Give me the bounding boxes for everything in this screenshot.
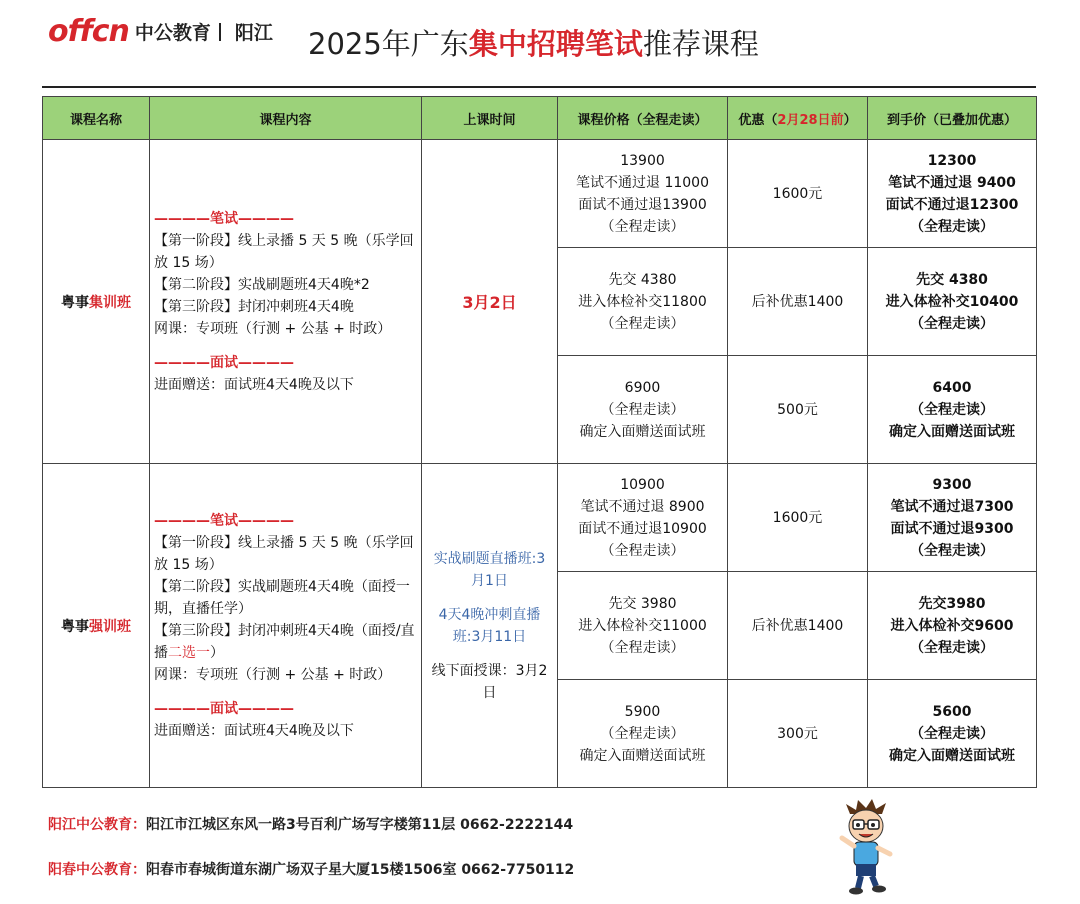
- class-time-offline: 线下面授课：3月2日: [431, 662, 548, 701]
- class-time-cell: [422, 140, 558, 464]
- final-price-line: （全程走读）: [910, 218, 994, 235]
- class-time-live-drill: 实战刷题直播班:3月1日: [433, 550, 546, 589]
- course-name-prefix: 粤事: [61, 294, 89, 311]
- final-price-line: 笔试不通过退 9400: [888, 174, 1016, 191]
- content-line: 网课：专项班（行测 + 公基 + 时政）: [154, 666, 392, 683]
- class-time-live-sprint: 4天4晚冲刺直播班:3月11日: [438, 606, 541, 645]
- footer-text: 阳江市江城区东风一路3号百利广场写字楼第11层 0662-2222144: [146, 817, 574, 833]
- course-name-cell: [43, 140, 150, 464]
- final-price-line: 确定入面赠送面试班: [889, 747, 1015, 764]
- header-course-content: 课程内容: [150, 97, 422, 140]
- price-cell: [558, 248, 728, 356]
- price-line: （全程走读）: [600, 542, 685, 559]
- price-line: 面试不通过退13900: [578, 196, 707, 213]
- content-line-part: ）: [210, 644, 224, 661]
- price-cell: [558, 680, 728, 788]
- final-price-cell: [868, 356, 1037, 464]
- course-table: [42, 96, 1037, 788]
- final-price-cell: [868, 140, 1037, 248]
- final-price-line: 6400: [932, 379, 972, 396]
- content-section-written: ————笔试————: [154, 512, 294, 529]
- final-price-cell: [868, 464, 1037, 572]
- table-row: [43, 464, 1037, 572]
- price-line: 6900: [624, 379, 661, 396]
- table-header-row: [43, 97, 1037, 140]
- price-line: （全程走读）: [600, 639, 685, 656]
- course-name-prefix: 粤事: [61, 618, 89, 635]
- final-price-line: （全程走读）: [910, 639, 994, 656]
- header-course-name: 课程名称: [43, 97, 150, 140]
- final-price-line: 先交 4380: [916, 271, 988, 288]
- content-line: 进面赠送：面试班4天4晚及以下: [154, 722, 354, 739]
- discount-cell: 300元: [728, 680, 868, 788]
- footer-label: 阳江中公教育：: [48, 817, 146, 833]
- course-name-highlight: 强训班: [89, 618, 131, 635]
- price-line: （全程走读）: [600, 725, 685, 742]
- price-line: （全程走读）: [600, 315, 685, 332]
- final-price-line: 面试不通过退9300: [890, 520, 1014, 537]
- price-cell: [558, 356, 728, 464]
- final-price-line: 进入体检补交10400: [885, 293, 1019, 310]
- final-price-line: 12300: [927, 152, 977, 169]
- final-price-line: （全程走读）: [910, 401, 994, 418]
- title-suffix: 推荐课程: [642, 27, 759, 61]
- price-line: 笔试不通过退 8900: [580, 498, 705, 515]
- class-time: 3月2日: [462, 293, 517, 312]
- header-discount: [728, 97, 868, 140]
- footer-text: 阳春市春城街道东湖广场双子星大厦15楼1506室 0662-7750112: [146, 862, 575, 878]
- discount-prefix: 优惠（: [738, 112, 778, 128]
- content-line: 【第二阶段】实战刷题班4天4晚*2: [154, 276, 370, 293]
- price-cell: [558, 140, 728, 248]
- price-line: 确定入面赠送面试班: [579, 423, 706, 440]
- price-line: （全程走读）: [600, 401, 685, 418]
- final-price-line: （全程走读）: [910, 315, 994, 332]
- discount-cell: 后补优惠1400: [728, 572, 868, 680]
- content-line-part: 【第三阶段】封闭冲刺班4天4晚（面授/直播: [154, 622, 415, 661]
- price-line: 先交 3980: [608, 595, 677, 612]
- discount-suffix: ）: [843, 112, 857, 128]
- price-line: 确定入面赠送面试班: [579, 747, 706, 764]
- course-content-cell: [150, 140, 422, 464]
- discount-cell: 1600元: [728, 140, 868, 248]
- final-price-cell: [868, 572, 1037, 680]
- brand-logo: [48, 14, 273, 49]
- price-cell: [558, 572, 728, 680]
- content-line: 【第二阶段】实战刷题班4天4晚（面授一期，直播任学）: [154, 578, 410, 617]
- final-price-line: （全程走读）: [910, 542, 994, 559]
- final-price-line: 进入体检补交9600: [890, 617, 1014, 634]
- discount-cell: 1600元: [728, 464, 868, 572]
- course-name-cell: [43, 464, 150, 788]
- course-name-highlight: 集训班: [89, 294, 131, 311]
- price-line: 面试不通过退10900: [578, 520, 707, 537]
- logo-separator: [219, 23, 221, 41]
- final-price-line: 5600: [932, 703, 972, 720]
- cartoon-mascot-icon: [836, 798, 896, 898]
- price-line: 进入体检补交11000: [578, 617, 707, 634]
- page-title: [308, 22, 759, 63]
- content-section-interview: ————面试————: [154, 354, 294, 371]
- final-price-line: 确定入面赠送面试班: [889, 423, 1015, 440]
- page-header: [0, 0, 1080, 86]
- final-price-line: （全程走读）: [910, 725, 994, 742]
- final-price-cell: [868, 680, 1037, 788]
- content-line: 网课：专项班（行测 + 公基 + 时政）: [154, 320, 392, 337]
- discount-cell: 500元: [728, 356, 868, 464]
- content-section-interview: ————面试————: [154, 700, 294, 717]
- content-line: 【第一阶段】线上录播 5 天 5 晚（乐学回放 15 场）: [154, 534, 414, 573]
- final-price-line: 笔试不通过退7300: [890, 498, 1014, 515]
- course-content-cell: [150, 464, 422, 788]
- price-line: 10900: [620, 476, 665, 493]
- final-price-cell: [868, 248, 1037, 356]
- content-line: [154, 620, 417, 664]
- price-line: 进入体检补交11800: [578, 293, 707, 310]
- final-price-line: 先交3980: [918, 595, 986, 612]
- price-line: 笔试不通过退 11000: [576, 174, 709, 191]
- header-class-time: 上课时间: [422, 97, 558, 140]
- header-final-price: 到手价（已叠加优惠）: [868, 97, 1037, 140]
- discount-cell: 后补优惠1400: [728, 248, 868, 356]
- final-price-line: 9300: [932, 476, 972, 493]
- content-line: 进面赠送：面试班4天4晚及以下: [154, 376, 354, 393]
- price-line: 13900: [620, 152, 665, 169]
- title-divider: [42, 86, 1036, 88]
- price-line: （全程走读）: [600, 218, 685, 235]
- price-cell: [558, 464, 728, 572]
- header-course-price: 课程价格（全程走读）: [558, 97, 728, 140]
- table-row: [43, 140, 1037, 248]
- content-section-written: ————笔试————: [154, 210, 294, 227]
- title-prefix: 2025年广东: [308, 27, 469, 61]
- final-price-line: 面试不通过退12300: [885, 196, 1019, 213]
- logo-city: 阳江: [234, 22, 273, 44]
- price-line: 先交 4380: [608, 271, 677, 288]
- content-line-highlight: 二选一: [168, 644, 210, 661]
- price-line: 5900: [624, 703, 661, 720]
- logo-name: 中公教育: [134, 22, 211, 44]
- class-time-cell: [422, 464, 558, 788]
- footer-address-yangjiang: [48, 814, 573, 834]
- content-line: 【第一阶段】线上录播 5 天 5 晚（乐学回放 15 场）: [154, 232, 414, 271]
- title-highlight: 集中招聘笔试: [468, 27, 643, 61]
- discount-deadline: 2月28日前: [777, 112, 844, 128]
- logo-mark: offcn: [48, 14, 129, 49]
- footer-label: 阳春中公教育：: [48, 862, 146, 878]
- content-line: 【第三阶段】封闭冲刺班4天4晚: [154, 298, 354, 315]
- footer-address-yangchun: [48, 859, 574, 879]
